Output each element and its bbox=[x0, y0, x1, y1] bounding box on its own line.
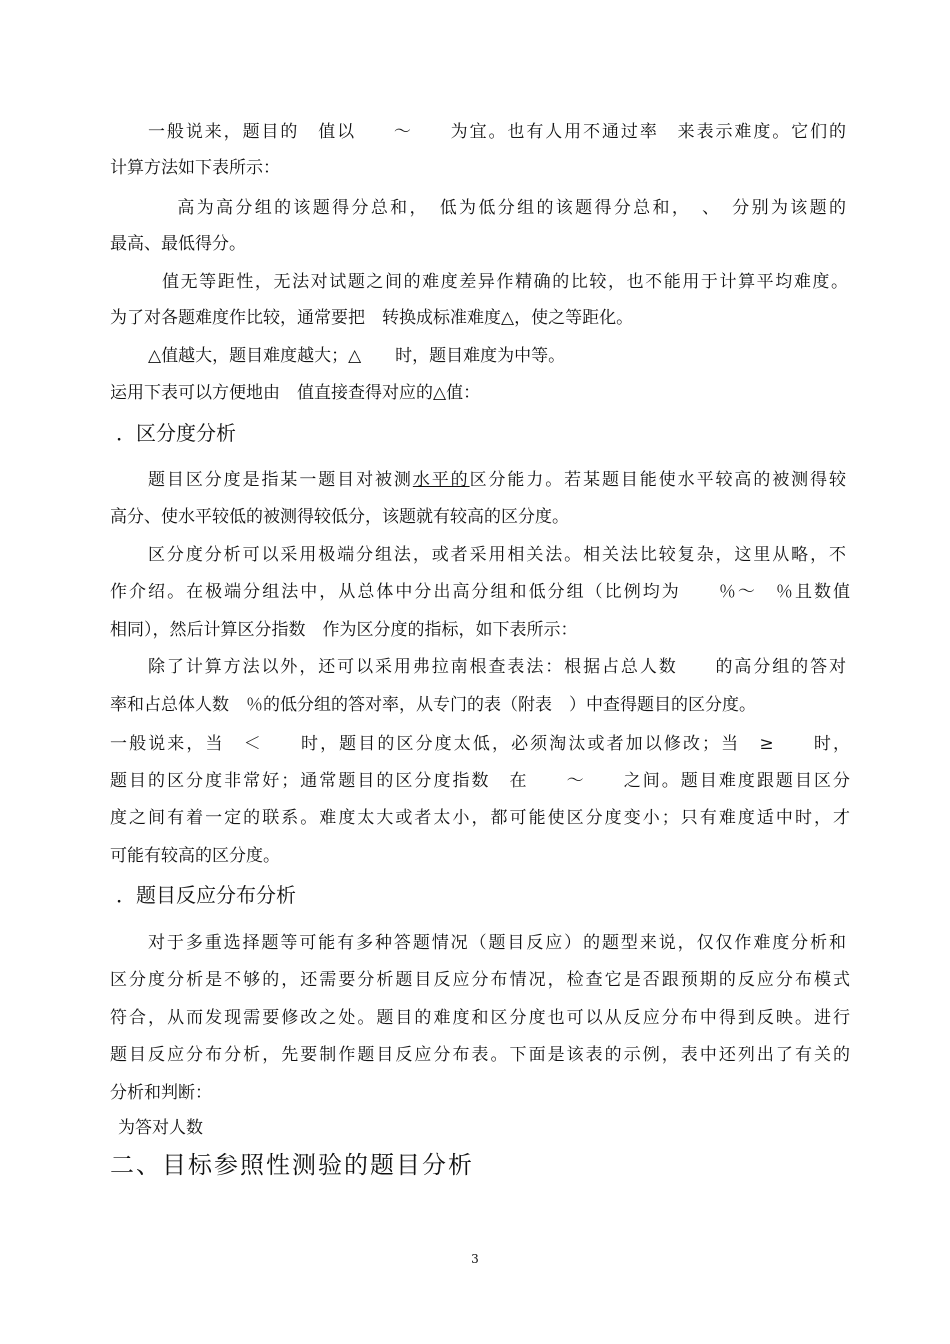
paragraph-line: 题目的区分度非常好；通常题目的区分度指数 在 ～ 之间。题目难度跟题目区分 bbox=[110, 771, 850, 791]
paragraph-line: 为了对各题难度作比较，通常要把 转换成标准难度△，使之等距化。 bbox=[110, 308, 634, 328]
paragraph-line: 分析和判断： bbox=[110, 1083, 212, 1103]
paragraph-line: 相同），然后计算区分指数 作为区分度的指标，如下表所示： bbox=[110, 620, 578, 640]
paragraph-line: 度之间有着一定的联系。难度太大或者太小，都可能使区分度变小；只有难度适中时，才 bbox=[110, 808, 850, 828]
paragraph-line: 可能有较高的区分度。 bbox=[110, 846, 280, 866]
paragraph-line: 高分、使水平较低的被测得较低分，该题就有较高的区分度。 bbox=[110, 507, 569, 527]
paragraph-line: 除了计算方法以外，还可以采用弗拉南根查表法：根据占总人数 的高分组的答对 bbox=[148, 657, 846, 677]
paragraph-line: 区分度分析可以采用极端分组法，或者采用相关法。相关法比较复杂，这里从略，不 bbox=[148, 545, 846, 565]
paragraph-text: 区分能力。若某题目能使水平较高的被测得较 bbox=[469, 470, 847, 490]
paragraph-line: 值无等距性，无法对试题之间的难度差异作精确的比较，也不能用于计算平均难度。 bbox=[162, 272, 848, 292]
page-number: 3 bbox=[471, 1252, 479, 1266]
paragraph-line: 为答对人数 bbox=[118, 1118, 203, 1138]
paragraph-line: 一般说来，题目的 值以 ～ 为宜。也有人用不通过率 来表示难度。它们的 bbox=[148, 122, 846, 142]
paragraph-line: 作介绍。在极端分组法中，从总体中分出高分组和低分组（比例均为 ％～ ％且数值 bbox=[110, 582, 850, 602]
paragraph-line: 率和占总体人数 ％的低分组的答对率，从专门的表（附表 ）中查得题目的区分度。 bbox=[110, 695, 756, 715]
paragraph-line: 区分度分析是不够的，还需要分析题目反应分布情况，检查它是否跟预期的反应分布模式 bbox=[110, 970, 850, 990]
paragraph-line: 运用下表可以方便地由 值直接查得对应的△值： bbox=[110, 383, 481, 403]
paragraph-line bbox=[148, 469, 846, 491]
paragraph-text: 题目区分度是指某一题目对被测 bbox=[148, 470, 413, 490]
paragraph-line: 最高、最低得分。 bbox=[110, 234, 246, 254]
paragraph-line: 计算方法如下表所示： bbox=[110, 158, 280, 178]
paragraph-line: 题目反应分布分析，先要制作题目反应分布表。下面是该表的示例，表中还列出了有关的 bbox=[110, 1045, 850, 1065]
paragraph-line: △值越大，题目难度越大；△ 时，题目难度为中等。 bbox=[148, 346, 566, 366]
subsection-heading: ．题目反应分布分析 bbox=[116, 883, 296, 907]
section-heading: 二、目标参照性测验的题目分析 bbox=[110, 1151, 474, 1179]
paragraph-line: 高为高分组的该题得分总和， 低为低分组的该题得分总和， 、 分别为该题的 bbox=[158, 198, 846, 218]
underlined-text: 水平的 bbox=[412, 470, 470, 490]
paragraph-line: 符合，从而发现需要修改之处。题目的难度和区分度也可以从反应分布中得到反映。进行 bbox=[110, 1008, 850, 1028]
paragraph-line: 对于多重选择题等可能有多种答题情况（题目反应）的题型来说，仅仅作难度分析和 bbox=[148, 933, 846, 953]
subsection-heading: ．区分度分析 bbox=[116, 421, 236, 445]
paragraph-line: 一般说来，当 ＜ 时，题目的区分度太低，必须淘汰或者加以修改；当 ≥ 时， bbox=[110, 734, 850, 754]
